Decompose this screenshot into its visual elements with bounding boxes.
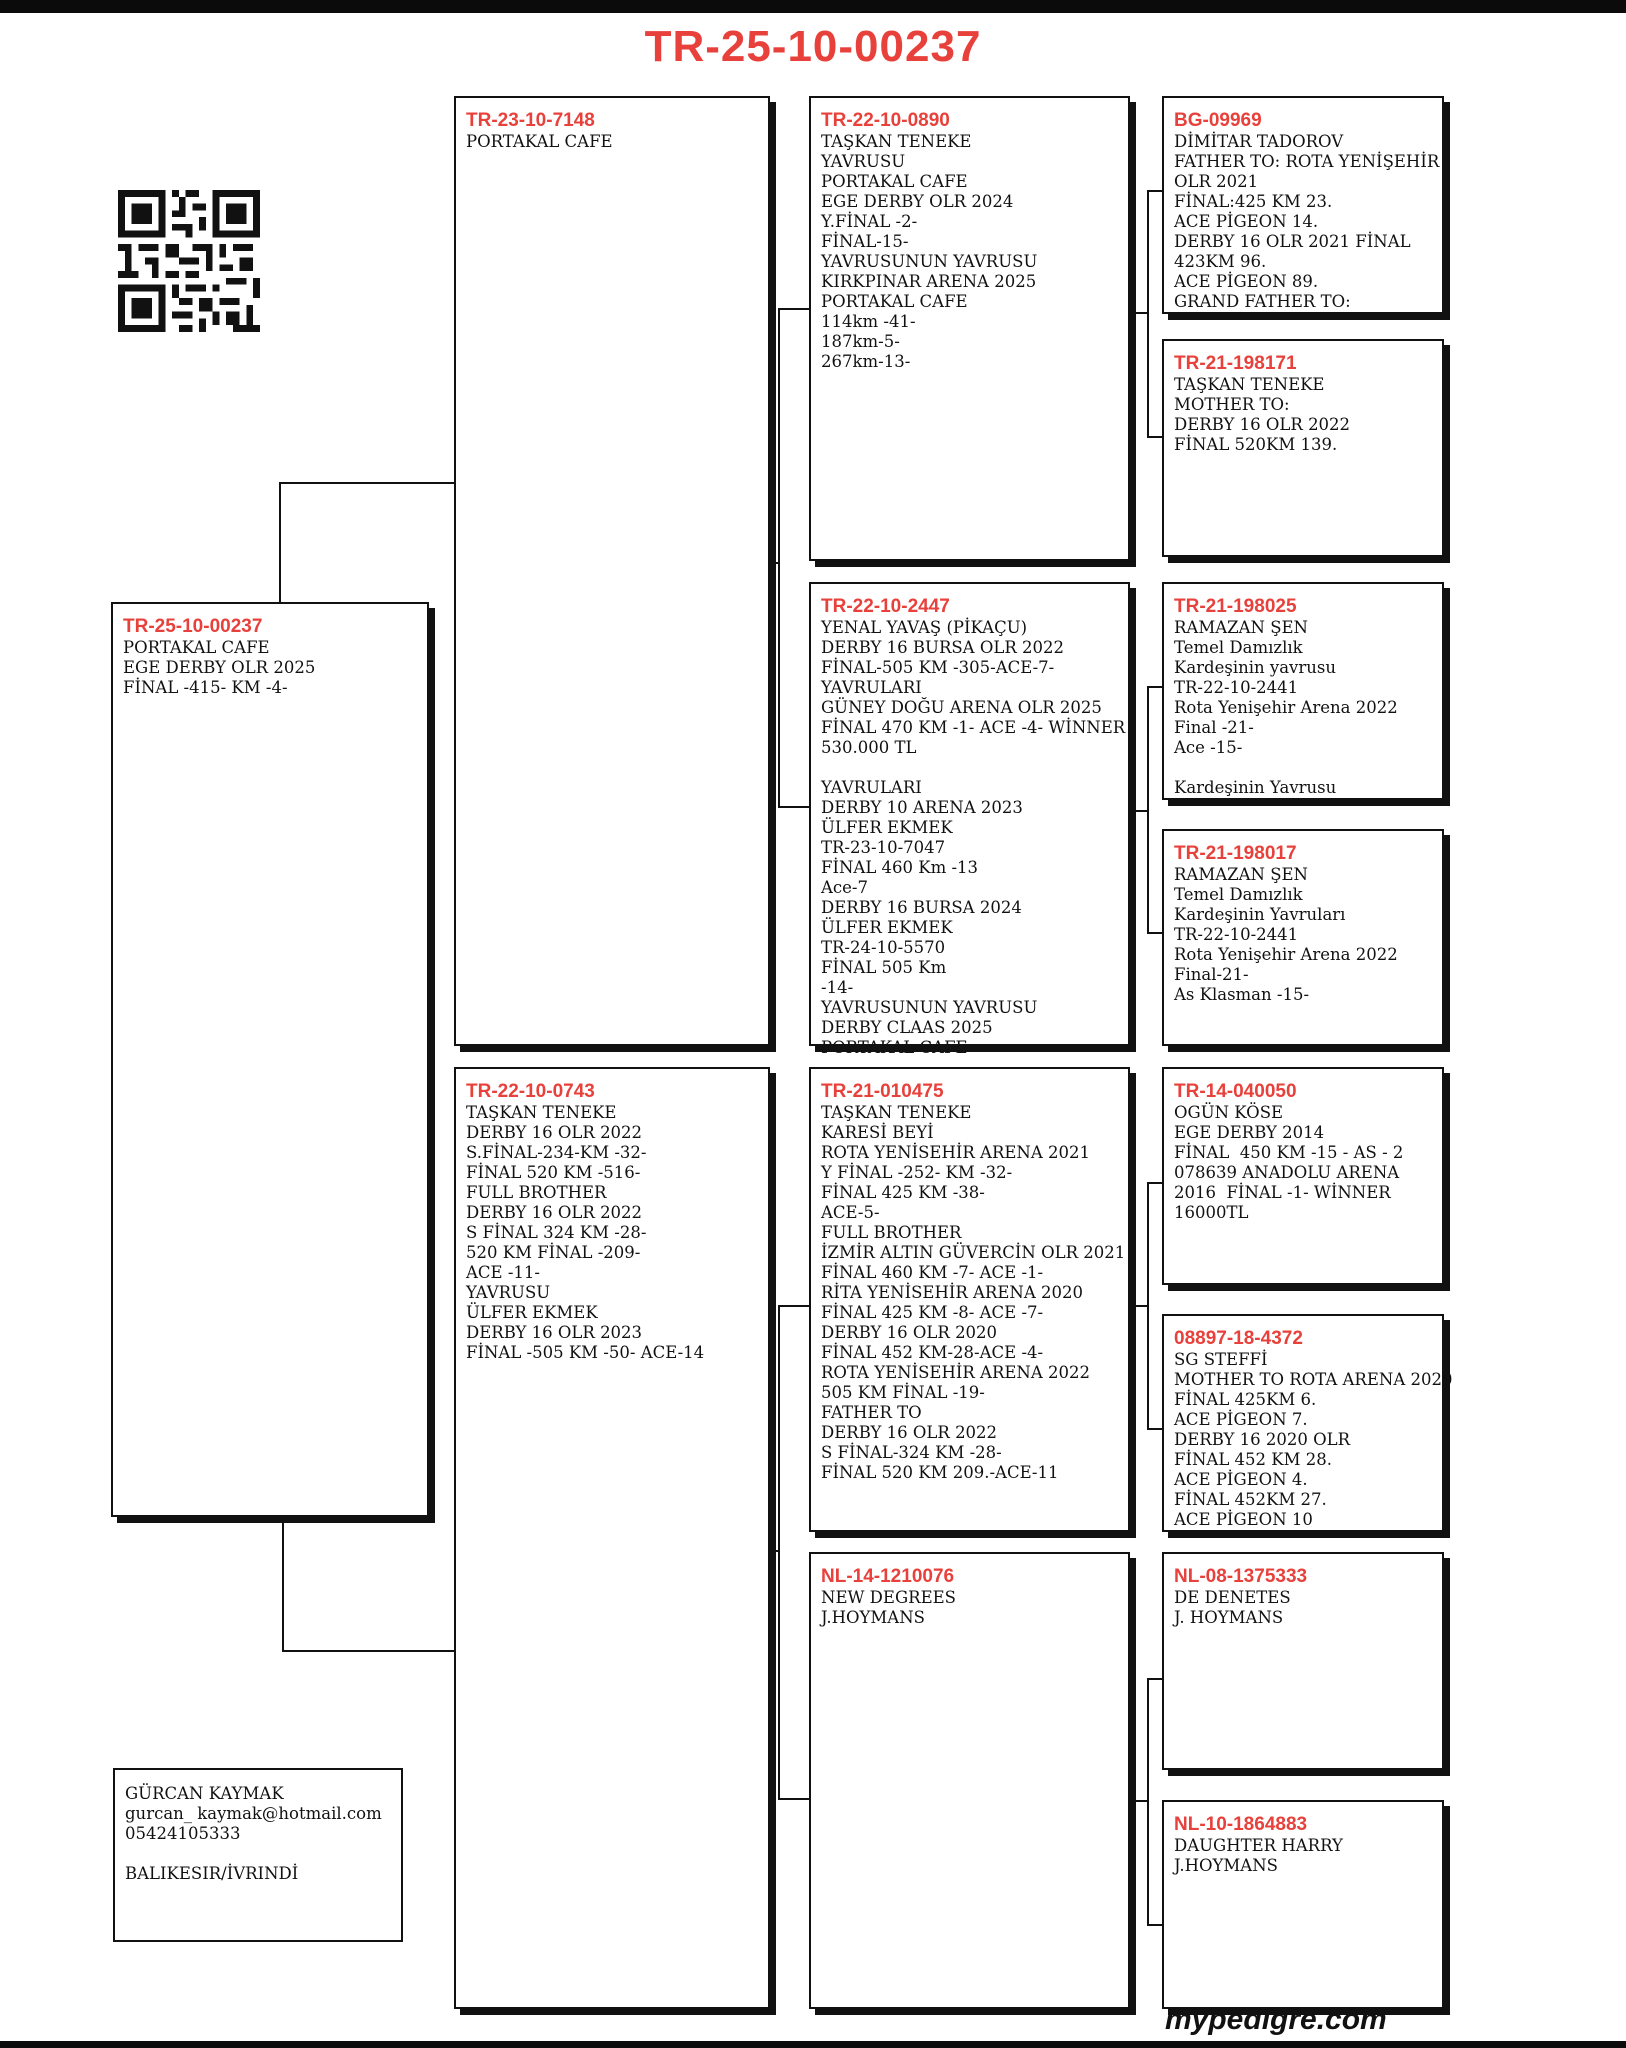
connector-line bbox=[1147, 1182, 1163, 1184]
owner-line: gurcan_ kaymak@hotmail.com bbox=[125, 1804, 382, 1823]
note-line: Ace-7 bbox=[821, 878, 868, 897]
note-line: İZMİR ALTIN GÜVERCİN OLR 2021 bbox=[821, 1243, 1126, 1262]
note-line: YAVRUSUNUN YAVRUSU bbox=[821, 998, 1038, 1017]
note-line: TR-22-10-2441 bbox=[1174, 925, 1299, 944]
connector-line bbox=[770, 1550, 780, 1552]
note-line: PORTAKAL CAFE bbox=[821, 172, 968, 191]
note-line: FİNAL 425 KM -8- ACE -7- bbox=[821, 1303, 1044, 1322]
note-line: EGE DERBY 2014 bbox=[1174, 1123, 1325, 1142]
note-line: FİNAL 460 Km -13 bbox=[821, 858, 979, 877]
note-line: EGE DERBY OLR 2024 bbox=[821, 192, 1014, 211]
note-line: GRAND FATHER TO: bbox=[1174, 292, 1351, 311]
top-border bbox=[0, 0, 1626, 13]
note-line: KIRKPINAR ARENA 2025 bbox=[821, 272, 1037, 291]
pigeon-card-sire-sire-dam bbox=[1162, 339, 1444, 557]
note-line: 2016 FİNAL -1- WİNNER bbox=[1174, 1183, 1391, 1202]
connector-line bbox=[1147, 190, 1149, 438]
pedigree-title: TR-25-10-00237 bbox=[644, 22, 982, 71]
ring-number: TR-23-10-7148 bbox=[466, 110, 595, 131]
note-line: NEW DEGREES bbox=[821, 1588, 956, 1607]
note-line: DERBY 16 OLR 2023 bbox=[466, 1323, 643, 1342]
note-line: MOTHER TO ROTA ARENA 2020 bbox=[1174, 1370, 1453, 1389]
connector-line bbox=[778, 1305, 810, 1307]
note-line: DERBY 16 BURSA OLR 2022 bbox=[821, 638, 1064, 657]
pigeon-notes bbox=[821, 132, 1118, 372]
note-line: ROTA YENİSEHİR ARENA 2021 bbox=[821, 1143, 1091, 1162]
pigeon-card-dam-sire bbox=[809, 1067, 1130, 1532]
note-line: DERBY 16 BURSA 2024 bbox=[821, 898, 1022, 917]
note-line: TAŞKAN TENEKE bbox=[466, 1103, 617, 1122]
note-line: Kardeşinin Yavruları bbox=[1174, 905, 1346, 924]
pigeon-notes bbox=[1174, 1350, 1453, 1530]
pigeon-card-sire bbox=[454, 96, 770, 1046]
note-line: GÜNEY DOĞU ARENA OLR 2025 bbox=[821, 698, 1102, 717]
note-line: DERBY 10 ARENA 2023 bbox=[821, 798, 1023, 817]
note-line: FİNAL -415- KM -4- bbox=[123, 678, 288, 697]
pigeon-notes bbox=[821, 1103, 1126, 1483]
note-line: J.HOYMANS bbox=[1174, 1856, 1278, 1875]
pigeon-notes bbox=[1174, 1103, 1432, 1223]
pigeon-notes bbox=[1174, 375, 1432, 455]
note-line: ACE PİGEON 7. bbox=[1174, 1410, 1308, 1429]
note-line: DERBY 16 2020 OLR bbox=[1174, 1430, 1351, 1449]
pigeon-notes bbox=[1174, 1836, 1432, 1876]
note-line: YAVRUSU bbox=[466, 1283, 551, 1302]
note-line: FİNAL 452KM 27. bbox=[1174, 1490, 1327, 1509]
note-line: S FİNAL 324 KM -28- bbox=[466, 1223, 647, 1242]
connector-line bbox=[1147, 1924, 1163, 1926]
owner-line: BALIKESIR/İVRINDİ bbox=[125, 1864, 299, 1883]
pigeon-card-sire-dam bbox=[809, 582, 1130, 1057]
pigeon-card-subject bbox=[111, 602, 429, 1517]
pigeon-notes bbox=[1174, 1588, 1432, 1628]
note-line: DAUGHTER HARRY bbox=[1174, 1836, 1343, 1855]
note-line: TAŞKAN TENEKE bbox=[821, 132, 972, 151]
note-line: ACE PİGEON 10 bbox=[1174, 1510, 1313, 1529]
ring-number: TR-22-10-2447 bbox=[821, 596, 950, 617]
note-line: FİNAL 452 KM-28-ACE -4- bbox=[821, 1343, 1044, 1362]
note-line: ÜLFER EKMEK bbox=[821, 818, 953, 837]
connector-line bbox=[282, 1650, 454, 1652]
note-line: Final -21- bbox=[1174, 718, 1254, 737]
note-line: 267km-13- bbox=[821, 352, 911, 371]
connector-line bbox=[778, 308, 780, 808]
pigeon-card-dam-sire-dam bbox=[1162, 1314, 1453, 1532]
note-line: FİNAL 520 KM -516- bbox=[466, 1163, 641, 1182]
pigeon-card-sire-dam-sire bbox=[1162, 582, 1444, 800]
note-line: TAŞKAN TENEKE bbox=[821, 1103, 972, 1122]
ring-number: TR-25-10-00237 bbox=[123, 616, 263, 637]
pigeon-notes bbox=[821, 618, 1126, 1058]
note-line: PORTAKAL CAFE bbox=[123, 638, 270, 657]
note-line: YAVRUSU bbox=[821, 152, 906, 171]
note-line: FİNAL -505 KM -50- ACE-14 bbox=[466, 1343, 705, 1362]
pigeon-notes bbox=[1174, 132, 1440, 312]
note-line: FİNAL 470 KM -1- ACE -4- WİNNER bbox=[821, 718, 1126, 737]
note-line: TR-23-10-7047 bbox=[821, 838, 946, 857]
ring-number: BG-09969 bbox=[1174, 110, 1262, 131]
note-line: FİNAL-15- bbox=[821, 232, 909, 251]
note-line: Kardeşinin yavrusu bbox=[1174, 658, 1336, 677]
note-line: 187km-5- bbox=[821, 332, 900, 351]
note-line: ROTA YENİSEHİR ARENA 2022 bbox=[821, 1363, 1091, 1382]
note-line: DİMİTAR TADOROV bbox=[1174, 132, 1344, 151]
note-line: FİNAL 505 Km bbox=[821, 958, 947, 977]
note-line: FATHER TO: ROTA YENİŞEHİR bbox=[1174, 152, 1440, 171]
note-line: 520 KM FİNAL -209- bbox=[466, 1243, 641, 1262]
note-line: OLR 2021 bbox=[1174, 172, 1259, 191]
connector-line bbox=[1130, 1800, 1149, 1802]
note-line: Temel Damızlık bbox=[1174, 638, 1303, 657]
pigeon-card-dam-sire-sire bbox=[1162, 1067, 1444, 1285]
note-line: ACE PİGEON 89. bbox=[1174, 272, 1319, 291]
ring-number: 08897-18-4372 bbox=[1174, 1328, 1303, 1349]
note-line: As Klasman -15- bbox=[1174, 985, 1310, 1004]
connector-line bbox=[1130, 312, 1149, 314]
note-line: ÜLFER EKMEK bbox=[466, 1303, 598, 1322]
ring-number: TR-21-010475 bbox=[821, 1081, 944, 1102]
note-line: DERBY CLAAS 2025 bbox=[821, 1018, 993, 1037]
bottom-border bbox=[0, 2041, 1626, 2048]
note-line: RİTA YENİSEHİR ARENA 2020 bbox=[821, 1283, 1083, 1302]
note-line: FİNAL 520KM 139. bbox=[1174, 435, 1338, 454]
note-line: Final-21- bbox=[1174, 965, 1249, 984]
note-line: YENAL YAVAŞ (PİKAÇU) bbox=[821, 618, 1028, 637]
connector-line bbox=[1147, 190, 1163, 192]
note-line: MOTHER TO: bbox=[1174, 395, 1290, 414]
note-line: 16000TL bbox=[1174, 1203, 1249, 1222]
pigeon-notes bbox=[466, 1103, 758, 1363]
note-line: Rota Yenişehir Arena 2022 bbox=[1174, 698, 1398, 717]
note-line: FULL BROTHER bbox=[466, 1183, 607, 1202]
connector-line bbox=[778, 308, 810, 310]
owner-line: 05424105333 bbox=[125, 1824, 241, 1843]
ring-number: TR-22-10-0743 bbox=[466, 1081, 595, 1102]
note-line: PORTAKAL CAFE bbox=[821, 1038, 968, 1057]
note-line: DERBY 16 OLR 2022 bbox=[1174, 415, 1351, 434]
note-line: ÜLFER EKMEK bbox=[821, 918, 953, 937]
note-line: J. HOYMANS bbox=[1174, 1608, 1284, 1627]
note-line: DERBY 16 OLR 2022 bbox=[466, 1123, 643, 1142]
note-line: 530.000 TL bbox=[821, 738, 917, 757]
pigeon-notes bbox=[123, 638, 417, 698]
note-line: ACE-5- bbox=[821, 1203, 880, 1222]
connector-line bbox=[279, 482, 454, 484]
note-line: -14- bbox=[821, 978, 854, 997]
note-line: FİNAL 450 KM -15 - AS - 2 bbox=[1174, 1143, 1404, 1162]
note-line: FİNAL 520 KM 209.-ACE-11 bbox=[821, 1463, 1059, 1482]
ring-number: TR-21-198017 bbox=[1174, 843, 1297, 864]
note-line: YAVRULARI bbox=[821, 778, 922, 797]
connector-line bbox=[282, 1517, 284, 1651]
connector-line bbox=[778, 806, 810, 808]
note-line: KARESİ BEYİ bbox=[821, 1123, 934, 1142]
note-line: J.HOYMANS bbox=[821, 1608, 925, 1627]
note-line: YAVRUSUNUN YAVRUSU bbox=[821, 252, 1038, 271]
connector-line bbox=[778, 1798, 810, 1800]
connector-line bbox=[279, 482, 281, 602]
connector-line bbox=[1130, 1305, 1149, 1307]
connector-line bbox=[778, 1305, 780, 1800]
connector-line bbox=[1147, 1678, 1163, 1680]
pigeon-card-sire-sire-sire bbox=[1162, 96, 1444, 314]
pigeon-card-dam-dam-sire bbox=[1162, 1552, 1444, 1770]
note-line: DERBY 16 OLR 2020 bbox=[821, 1323, 998, 1342]
pigeon-notes bbox=[466, 132, 758, 152]
note-line: ACE PİGEON 14. bbox=[1174, 212, 1319, 231]
note-line: Rota Yenişehir Arena 2022 bbox=[1174, 945, 1398, 964]
note-line: 078639 ANADOLU ARENA bbox=[1174, 1163, 1400, 1182]
note-line: Kardeşinin Yavrusu bbox=[1174, 778, 1337, 797]
note-line: RAMAZAN ŞEN bbox=[1174, 618, 1308, 637]
connector-line bbox=[1147, 686, 1163, 688]
note-line: PORTAKAL CAFE bbox=[466, 132, 613, 151]
note-line: 114km -41- bbox=[821, 312, 916, 331]
note-line: FİNAL 425KM 6. bbox=[1174, 1390, 1317, 1409]
note-line: RAMAZAN ŞEN bbox=[1174, 865, 1308, 884]
connector-line bbox=[1147, 436, 1163, 438]
note-line: FİNAL 425 KM -38- bbox=[821, 1183, 985, 1202]
connector-line bbox=[1147, 1678, 1149, 1926]
ring-number: TR-21-198171 bbox=[1174, 353, 1297, 374]
note-line: S.FİNAL-234-KM -32- bbox=[466, 1143, 647, 1162]
note-line: FATHER TO bbox=[821, 1403, 922, 1422]
note-line: FULL BROTHER bbox=[821, 1223, 962, 1242]
ring-number: TR-14-040050 bbox=[1174, 1081, 1297, 1102]
owner-info-box bbox=[113, 1768, 403, 1942]
note-line: S FİNAL-324 KM -28- bbox=[821, 1443, 1002, 1462]
note-line: FİNAL-505 KM -305-ACE-7- bbox=[821, 658, 1055, 677]
pigeon-card-dam bbox=[454, 1067, 770, 2009]
note-line: EGE DERBY OLR 2025 bbox=[123, 658, 316, 677]
note-line: FİNAL:425 KM 23. bbox=[1174, 192, 1333, 211]
note-line: FİNAL 452 KM 28. bbox=[1174, 1450, 1332, 1469]
note-line: TR-22-10-2441 bbox=[1174, 678, 1299, 697]
pigeon-card-sire-sire bbox=[809, 96, 1130, 561]
note-line: TAŞKAN TENEKE bbox=[1174, 375, 1325, 394]
pigeon-card-dam-dam-dam bbox=[1162, 1800, 1444, 2009]
note-line: YAVRULARI bbox=[821, 678, 922, 697]
note-line: ACE -11- bbox=[466, 1263, 540, 1282]
note-line bbox=[1174, 758, 1432, 778]
pigeon-notes bbox=[821, 1588, 1118, 1628]
note-line: DERBY 16 OLR 2021 FİNAL bbox=[1174, 232, 1411, 251]
ring-number: TR-21-198025 bbox=[1174, 596, 1297, 617]
owner-line: GÜRCAN KAYMAK bbox=[125, 1784, 284, 1803]
note-line: FİNAL 460 KM -7- ACE -1- bbox=[821, 1263, 1044, 1282]
pigeon-notes bbox=[1174, 618, 1432, 798]
note-line: 423KM 96. bbox=[1174, 252, 1267, 271]
note-line: ACE PİGEON 4. bbox=[1174, 1470, 1308, 1489]
qr-code-icon bbox=[118, 190, 260, 332]
connector-line bbox=[1130, 810, 1149, 812]
ring-number: NL-10-1864883 bbox=[1174, 1814, 1308, 1835]
connector-line bbox=[770, 562, 780, 564]
note-line: Ace -15- bbox=[1174, 738, 1243, 757]
note-line: DERBY 16 OLR 2022 bbox=[466, 1203, 643, 1222]
note-line: TR-24-10-5570 bbox=[821, 938, 946, 957]
connector-line bbox=[1147, 1428, 1163, 1430]
note-line: PORTAKAL CAFE bbox=[821, 292, 968, 311]
ring-number: NL-14-1210076 bbox=[821, 1566, 955, 1587]
pigeon-card-sire-dam-dam bbox=[1162, 829, 1444, 1046]
pigeon-card-dam-dam bbox=[809, 1552, 1130, 2009]
note-line: Temel Damızlık bbox=[1174, 885, 1303, 904]
pigeon-notes bbox=[1174, 865, 1432, 1005]
note-line: DE DENETES bbox=[1174, 1588, 1291, 1607]
connector-line bbox=[1147, 932, 1163, 934]
brand-logo: mypedigre.com bbox=[1165, 2003, 1387, 2036]
note-line: DERBY 16 OLR 2022 bbox=[821, 1423, 998, 1442]
note-line: OGÜN KÖSE bbox=[1174, 1103, 1284, 1122]
ring-number: NL-08-1375333 bbox=[1174, 1566, 1308, 1587]
note-line: Y.FİNAL -2- bbox=[821, 212, 918, 231]
owner-line bbox=[125, 1844, 391, 1864]
note-line: Y FİNAL -252- KM -32- bbox=[821, 1163, 1013, 1182]
note-line: 505 KM FİNAL -19- bbox=[821, 1383, 985, 1402]
ring-number: TR-22-10-0890 bbox=[821, 110, 950, 131]
note-line: SG STEFFİ bbox=[1174, 1350, 1268, 1369]
note-line bbox=[821, 758, 1118, 778]
